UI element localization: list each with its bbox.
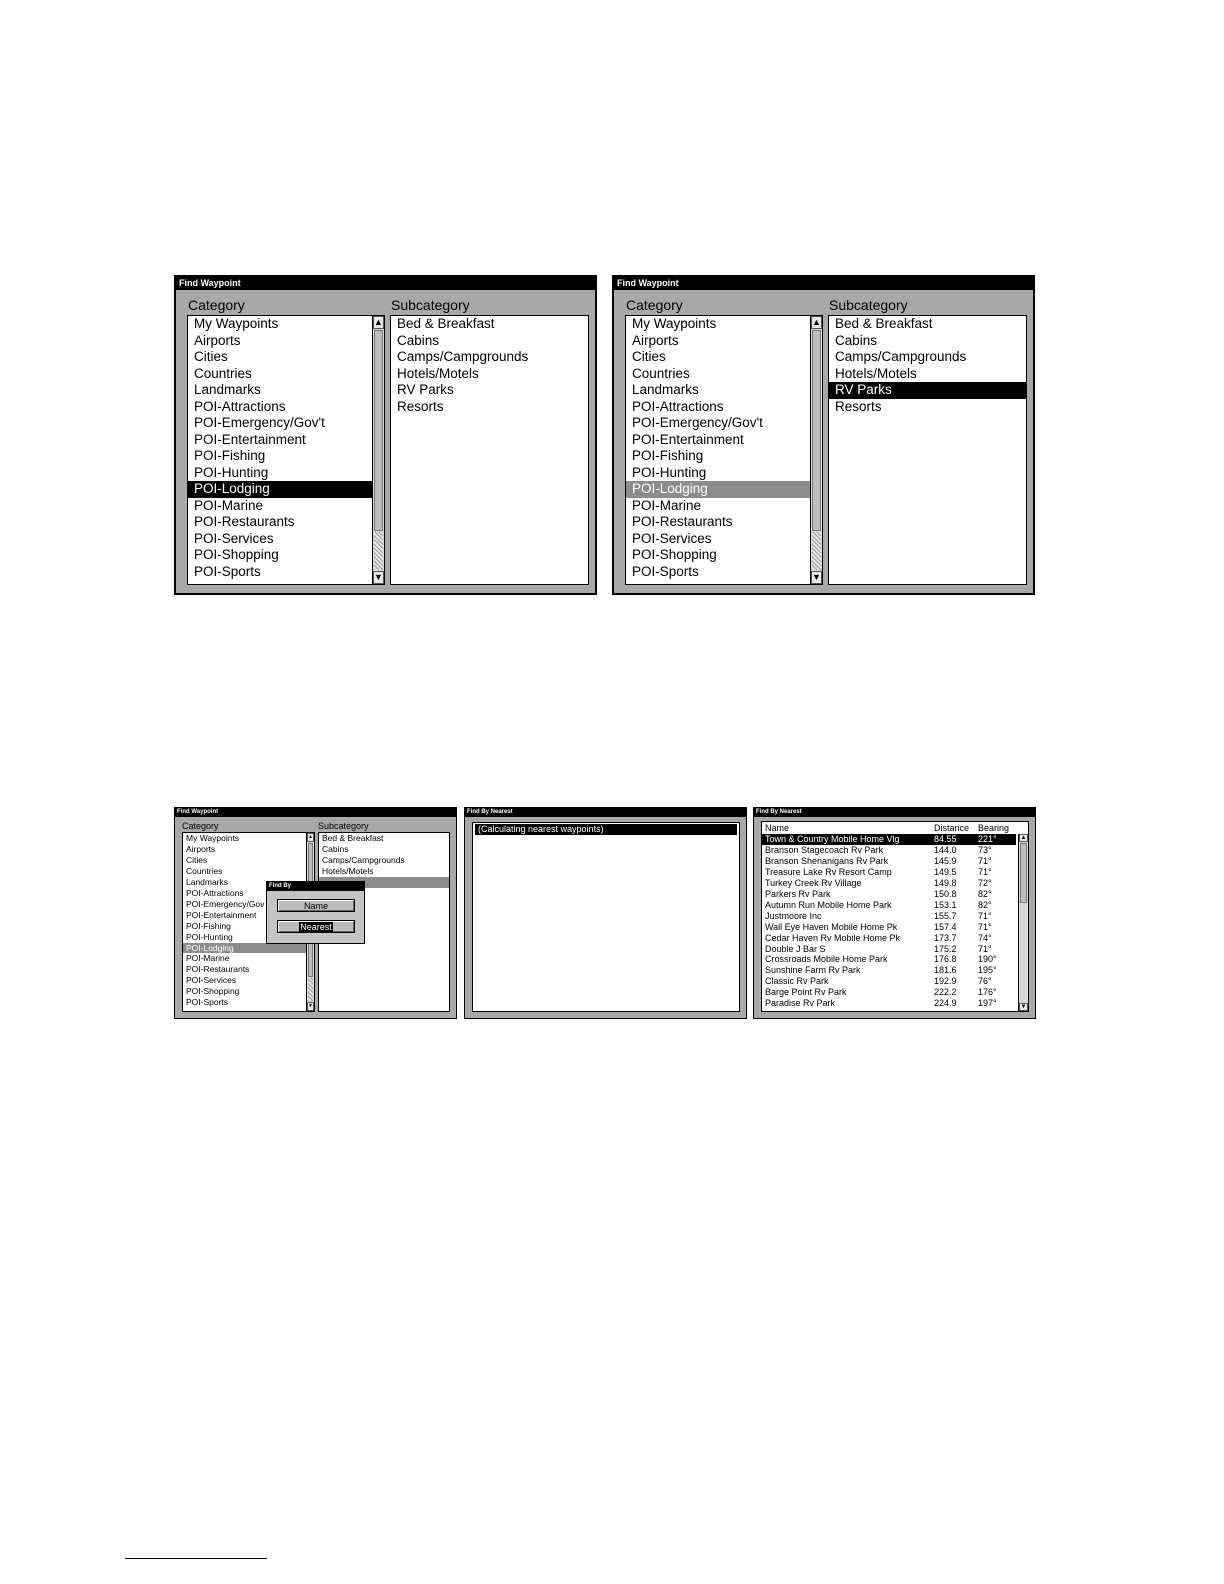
cell-distance: 222.2 xyxy=(934,987,957,998)
nearest-button-label: Nearest xyxy=(300,922,332,932)
scroll-thumb[interactable] xyxy=(1020,843,1027,903)
scroll-down-icon[interactable]: ▼ xyxy=(812,572,821,582)
category-list[interactable] xyxy=(187,315,385,585)
cell-distance: 145.9 xyxy=(934,855,957,866)
cell-name: Town & Country Mobile Home Vlg xyxy=(765,834,900,844)
subcategory-item[interactable]: Bed & Breakfast xyxy=(397,316,495,331)
table-row[interactable] xyxy=(762,889,1016,900)
subcategory-item[interactable]: Resorts xyxy=(835,398,882,414)
category-item[interactable]: POI-Fishing xyxy=(186,920,231,931)
cell-distance: 144.0 xyxy=(934,844,957,855)
category-item[interactable]: Cities xyxy=(186,854,208,865)
subcategory-header: Subcategory xyxy=(829,297,908,313)
subcategory-item[interactable]: Hotels/Motels xyxy=(835,365,917,381)
cell-bearing: 82° xyxy=(978,888,992,899)
subcategory-item[interactable]: RV Parks xyxy=(397,382,454,397)
category-item[interactable]: POI-Restaurants xyxy=(194,514,295,529)
category-item[interactable]: POI-Sports xyxy=(186,997,229,1008)
cell-distance: 84.55 xyxy=(934,834,957,844)
cell-bearing: 71° xyxy=(978,855,992,866)
cell-bearing: 197° xyxy=(978,998,997,1009)
cell-name: Autumn Run Mobile Home Park xyxy=(765,899,892,910)
category-item[interactable]: POI-Fishing xyxy=(632,448,704,463)
find-by-nearest-button[interactable] xyxy=(277,920,355,933)
table-row[interactable] xyxy=(762,856,1016,867)
window-title: Find Waypoint xyxy=(176,277,595,290)
cell-bearing: 190° xyxy=(978,954,997,965)
category-item[interactable]: POI-Lodging xyxy=(188,481,372,498)
category-item[interactable]: POI-Hunting xyxy=(194,464,269,480)
results-table[interactable] xyxy=(761,821,1029,1012)
calculating-screen xyxy=(464,807,747,1019)
category-item[interactable]: Airports xyxy=(194,332,241,348)
category-item[interactable]: POI-Sports xyxy=(632,563,699,579)
subcategory-item[interactable]: Camps/Campgrounds xyxy=(835,349,967,364)
category-item[interactable]: POI-Attractions xyxy=(632,398,724,414)
category-item[interactable]: Cities xyxy=(632,349,666,364)
category-item[interactable]: Landmarks xyxy=(632,382,699,397)
subcategory-list[interactable] xyxy=(390,315,589,585)
cell-bearing: 71° xyxy=(978,921,992,932)
cell-bearing: 72° xyxy=(978,877,992,888)
category-item[interactable]: Countries xyxy=(632,365,690,381)
cell-bearing: 73° xyxy=(978,844,992,855)
category-item[interactable]: Countries xyxy=(194,365,252,381)
cell-name: Paradise Rv Park xyxy=(765,998,836,1009)
cell-distance: 150.8 xyxy=(934,888,957,899)
category-item[interactable]: POI-Shopping xyxy=(194,547,279,562)
category-item[interactable]: POI-Marine xyxy=(194,497,264,513)
subcategory-item[interactable]: Resorts xyxy=(397,398,444,414)
window-title: Find By Nearest xyxy=(754,808,1035,817)
category-item[interactable]: POI-Emergency/Gov't xyxy=(632,415,763,430)
table-row[interactable] xyxy=(762,933,1016,944)
category-item[interactable]: POI-Lodging xyxy=(626,481,810,498)
window-title: Find By Nearest xyxy=(465,808,746,817)
cell-bearing: 221° xyxy=(978,834,997,844)
category-item[interactable]: POI-Shopping xyxy=(186,986,240,997)
category-item[interactable]: Airports xyxy=(186,843,216,854)
scroll-track[interactable] xyxy=(812,532,821,570)
subcategory-item[interactable]: Cabins xyxy=(835,332,878,348)
category-item[interactable]: Landmarks xyxy=(194,382,261,397)
category-item[interactable]: POI-Sports xyxy=(194,563,261,579)
cell-bearing: 176° xyxy=(978,987,997,998)
cell-name: Turkey Creek Rv Village xyxy=(765,877,862,888)
scroll-track[interactable] xyxy=(308,978,313,1001)
cell-name: Parkers Rv Park xyxy=(765,888,831,899)
category-item[interactable]: POI-Services xyxy=(632,530,712,546)
category-item[interactable]: Countries xyxy=(186,865,223,876)
scroll-down-icon[interactable]: ▼ xyxy=(308,1003,313,1009)
category-header: Category xyxy=(626,297,683,313)
cell-bearing: 76° xyxy=(978,976,992,987)
category-list[interactable] xyxy=(625,315,823,585)
table-row[interactable] xyxy=(762,845,1016,856)
category-item[interactable]: POI-Restaurants xyxy=(632,514,733,529)
subcategory-item[interactable]: Hotels/Motels xyxy=(397,365,479,381)
category-item[interactable]: POI-Hunting xyxy=(632,464,707,480)
cell-distance: 149.8 xyxy=(934,877,957,888)
scroll-up-icon[interactable]: ▲ xyxy=(812,317,821,327)
cell-name: Branson Shenanigans Rv Park xyxy=(765,855,889,866)
window-title: Find Waypoint xyxy=(614,277,1033,290)
subcategory-header: Subcategory xyxy=(318,821,369,831)
cell-distance: 181.6 xyxy=(934,965,957,976)
column-name: Name xyxy=(765,823,790,833)
cell-bearing: 71° xyxy=(978,866,992,877)
cell-distance: 157.4 xyxy=(934,921,957,932)
window-title: Find Waypoint xyxy=(175,808,456,817)
subcategory-item[interactable]: Camps/Campgrounds xyxy=(397,349,529,364)
category-item[interactable]: POI-Entertainment xyxy=(194,431,306,447)
category-scrollbar[interactable] xyxy=(810,316,822,584)
name-button-label: Name xyxy=(303,901,328,911)
cell-name: Classic Rv Park xyxy=(765,976,829,987)
find-by-name-button[interactable] xyxy=(277,899,355,912)
subcategory-item[interactable]: Cabins xyxy=(397,332,440,348)
cell-name: Sunshine Farm Rv Park xyxy=(765,965,861,976)
category-item[interactable]: POI-Entertainment xyxy=(186,909,257,920)
category-item[interactable]: My Waypoints xyxy=(186,833,240,843)
subcategory-item[interactable]: Cabins xyxy=(322,843,349,854)
table-row[interactable] xyxy=(762,944,1016,955)
category-item[interactable]: POI-Services xyxy=(186,975,237,986)
category-item[interactable]: POI-Marine xyxy=(632,497,702,513)
subcategory-item[interactable]: Camps/Campgrounds xyxy=(322,854,405,865)
scroll-track[interactable] xyxy=(374,532,383,570)
category-item[interactable]: My Waypoints xyxy=(194,316,279,331)
category-item[interactable]: POI-Hunting xyxy=(186,931,233,942)
table-header xyxy=(762,823,1028,834)
cell-name: Treasure Lake Rv Resort Camp xyxy=(765,866,892,877)
cell-distance: 149.5 xyxy=(934,866,957,877)
subcategory-item[interactable]: Hotels/Motels xyxy=(322,865,374,876)
table-row[interactable] xyxy=(762,976,1016,987)
category-item[interactable]: POI-Entertainment xyxy=(632,431,744,447)
cell-bearing: 71° xyxy=(978,943,992,954)
table-row[interactable] xyxy=(762,987,1016,998)
category-item[interactable]: POI-Emergency/Gov xyxy=(186,898,265,909)
scroll-down-icon[interactable]: ▼ xyxy=(1020,1004,1027,1010)
table-row[interactable] xyxy=(762,922,1016,933)
category-item[interactable]: POI-Marine xyxy=(186,953,230,964)
column-distance: Distance xyxy=(934,823,970,833)
find-waypoint-screen-left xyxy=(174,275,597,595)
category-item[interactable]: POI-Restaurants xyxy=(186,964,250,975)
cell-name: Crossroads Mobile Home Park xyxy=(765,954,888,965)
subcategory-item[interactable]: Bed & Breakfast xyxy=(835,316,933,331)
find-by-popup xyxy=(266,881,365,944)
status-message: (Calculating nearest waypoints) xyxy=(475,824,737,835)
category-item[interactable]: POI-Shopping xyxy=(632,547,717,562)
table-row[interactable] xyxy=(762,965,1016,976)
category-item[interactable]: POI-Attractions xyxy=(194,398,286,414)
results-scrollbar[interactable] xyxy=(1018,834,1028,1011)
category-item[interactable]: Cities xyxy=(194,349,228,364)
cell-distance: 153.1 xyxy=(934,899,957,910)
subcategory-item[interactable]: RV Parks xyxy=(829,382,1026,399)
category-item[interactable]: My Waypoints xyxy=(632,316,717,331)
category-item[interactable]: Airports xyxy=(632,332,679,348)
cell-bearing: 74° xyxy=(978,932,992,943)
scroll-up-icon[interactable]: ▲ xyxy=(1020,835,1027,841)
table-row[interactable] xyxy=(762,867,1016,878)
scroll-up-icon[interactable]: ▲ xyxy=(308,834,313,840)
category-item[interactable]: POI-Attractions xyxy=(186,887,244,898)
cell-name: Cedar Haven Rv Mobile Home Pk xyxy=(765,932,901,943)
table-row[interactable] xyxy=(762,878,1016,889)
scroll-thumb[interactable] xyxy=(812,330,821,531)
cell-name: Barge Point Rv Park xyxy=(765,987,847,998)
cell-distance: 192.9 xyxy=(934,976,957,987)
cell-distance: 175.2 xyxy=(934,943,957,954)
find-waypoint-screen-right xyxy=(612,275,1035,595)
category-header: Category xyxy=(182,821,219,831)
cell-bearing: 82° xyxy=(978,899,992,910)
cell-distance: 155.7 xyxy=(934,910,957,921)
cell-distance: 176.8 xyxy=(934,954,957,965)
table-row[interactable] xyxy=(762,911,1016,922)
subcategory-header: Subcategory xyxy=(391,297,470,313)
scroll-thumb[interactable] xyxy=(374,330,383,531)
table-row[interactable] xyxy=(762,998,1016,1009)
scroll-down-icon[interactable]: ▼ xyxy=(374,572,383,582)
nearest-results-screen xyxy=(753,807,1036,1019)
category-item[interactable]: POI-Emergency/Gov't xyxy=(194,415,325,430)
cell-name: Double J Bar S xyxy=(765,943,826,954)
category-item[interactable]: Landmarks xyxy=(186,876,229,887)
table-row[interactable] xyxy=(762,954,1016,965)
cell-name: Wall Eye Haven Mobile Home Pk xyxy=(765,921,898,932)
table-row[interactable] xyxy=(762,900,1016,911)
scroll-up-icon[interactable]: ▲ xyxy=(374,317,383,327)
table-row[interactable] xyxy=(762,834,1016,845)
popup-title: Find By xyxy=(267,882,364,891)
results-list[interactable] xyxy=(472,822,740,1012)
cell-bearing: 195° xyxy=(978,965,997,976)
category-scrollbar[interactable] xyxy=(372,316,384,584)
subcategory-list[interactable] xyxy=(828,315,1027,585)
cell-distance: 224.9 xyxy=(934,998,957,1009)
subcategory-item[interactable]: Bed & Breakfast xyxy=(322,833,384,843)
find-by-screen xyxy=(174,807,457,1019)
category-header: Category xyxy=(188,297,245,313)
cell-bearing: 71° xyxy=(978,910,992,921)
cell-name: Branson Stagecoach Rv Park xyxy=(765,844,884,855)
cell-name: Justmoore Inc xyxy=(765,910,822,921)
category-item[interactable]: POI-Lodging xyxy=(183,943,306,954)
footnote-rule xyxy=(125,1558,267,1559)
column-bearing: Bearing xyxy=(978,823,1010,833)
category-item[interactable]: POI-Services xyxy=(194,530,274,546)
cell-distance: 173.7 xyxy=(934,932,957,943)
category-item[interactable]: POI-Fishing xyxy=(194,448,266,463)
